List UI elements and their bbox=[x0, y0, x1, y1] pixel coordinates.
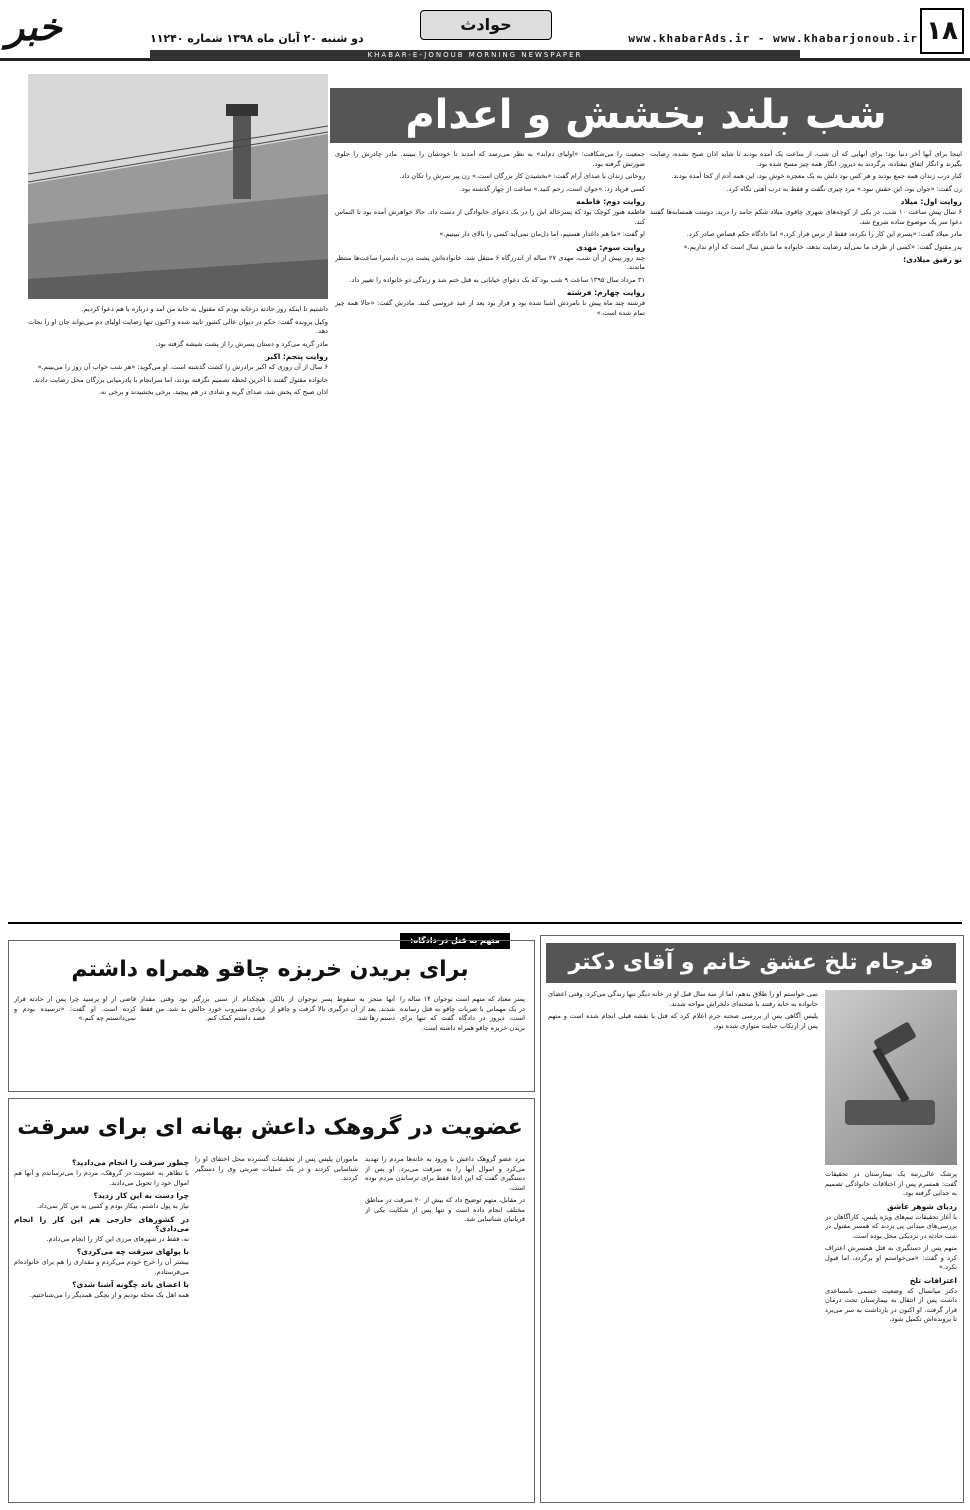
subheading: روایت پنجم: اکبر bbox=[265, 352, 328, 361]
paragraph: ۶ سال پیش ساعت ۱۰ شب، در یکی از کوچه‌های شهری چاقوی میلاد شکم حامد را درید. دوست همسایه‌ها گفتند دعوا سر یک موضوع ساده شروع شد. bbox=[650, 208, 962, 226]
section-divider bbox=[8, 922, 962, 924]
paragraph: کسی فریاد زد: «جوان است، رحم کنید.» ساعت از چهار گذشته بود. bbox=[459, 184, 645, 193]
paragraph: هیچکدام از سنی بزرگتر بود وقتی مقدار زیادی مشروب خورد حالش بد شد. من فقط قصد داشتم کمک کنم. bbox=[140, 995, 265, 1022]
paragraph: در مقابل، متهم توضیح داد که بیش از ۲۰ سرقت در مناطق مختلف انجام داده است و تنها پس از شکایت یکی از قربانیان شناسایی شد. bbox=[365, 1196, 525, 1223]
paragraph: جمعیت را می‌شکافت: «اولیای دم‌اند» به نظر می‌رسد که آمدند تا خودشان را ببینند. مادر چادرش را جلوی صورتش گرفته بود. bbox=[335, 150, 645, 168]
paragraph: مادر گریه می‌کرد و دستان پسرش را از پشت شیشه گرفته بود. bbox=[155, 339, 328, 348]
paragraph: فرشته چند ماه پیش با نامزدش آشنا شده بود و قرار بود بعد از عید عروسی کنند. مادرش گفت: «حالا همه چیز تمام شده است.» bbox=[335, 299, 645, 317]
paragraph: مرد عضو گروهک داعش با ورود به خانه‌ها مردم را تهدید می‌کرد و اموال آنها را به سرقت می‌برد. او پس از دستگیری گفت که این ادعا فقط برای ترساندن مردم بوده است. bbox=[365, 1155, 525, 1192]
dateline: دو شنبه ۲۰ آبان ماه ۱۳۹۸ شماره ۱۱۲۴۰ bbox=[150, 32, 364, 45]
subheading: روایت دوم: فاطمه bbox=[576, 197, 645, 206]
paragraph: آنها متجر به سقوط پسر نوجوان از بالکن شدند. بعد از آن درگیری بالا گرفت و چاقو از دستم رها شد. bbox=[270, 995, 395, 1022]
subheading: روایت سوم: مهدی bbox=[576, 242, 645, 252]
interview-answer: با تظاهر به عضویت در گروهک، مردم را می‌ترساندم و آنها هم اموال خود را تحویل می‌دادند. bbox=[14, 1169, 189, 1187]
interview-question: چرا دست به این کار زدید؟ bbox=[93, 1191, 189, 1200]
article3-kicker: متهم به قتل در دادگاه: bbox=[400, 933, 510, 949]
main-column-2 bbox=[335, 150, 645, 910]
paragraph: روحانی زندان با صدای آرام گفت: «بخشیدن کار بزرگان است.» زن پیر سرش را تکان داد. bbox=[399, 172, 645, 180]
interview-question: در کشورهای خارجی هم این کار را انجام می‌دادی؟ bbox=[14, 1214, 189, 1233]
article4-col3 bbox=[14, 1155, 189, 1495]
paragraph: دکتر میانسال که وضعیت جسمی نامساعدی داشت پس از انتقال به بیمارستان تحت درمان قرار گرفت. او اکنون در بازداشت به سر می‌برد تا پرونده‌اش تکمیل شود. bbox=[825, 1286, 957, 1323]
subheading: اعترافات تلخ bbox=[909, 1275, 957, 1285]
paragraph: اینجا برای آنها آخر دنیا بود؛ برای آنهایی که آن شب، از ساعت یک آمده بودند تا شاید اذان صبح نشده، رضایت بگیرند و انگار اتفاق نیفتاده، برگردند به دیروز. انگار همه چیز مسخ شده بود. bbox=[650, 150, 962, 168]
paragraph: خانواده مقتول گفتند تا آخرین لحظه تصمیم نگرفته بودند، اما سرانجام با پادرمیانی بزرگان محل رضایت دادند. bbox=[32, 375, 328, 384]
article4-col1 bbox=[365, 1155, 525, 1495]
prison-wall-image bbox=[28, 74, 328, 299]
paragraph: پدر مقتول گفت: «کسی از طرف ما نمی‌آید رضایت بدهد، خانواده ما شش سال است که آرام نداریم.» bbox=[683, 242, 962, 251]
main-column-1 bbox=[650, 150, 962, 490]
paragraph: زن گفت: «جوان بود، این حقش نبود.» مرد چیزی نگفت و فقط به درب آهنی نگاه کرد. bbox=[726, 184, 962, 193]
masthead-strip: KHABAR-E-JONOUB MORNING NEWSPAPER bbox=[150, 50, 800, 60]
page-number: ۱۸ bbox=[920, 8, 964, 54]
paragraph: اذان صبح که پخش شد، صدای گریه و شادی در هم پیچید. برخی بخشیدند و برخی نه. bbox=[98, 388, 328, 396]
section-label: حوادث bbox=[420, 10, 552, 40]
interview-answer: نیاز به پول داشتم. بیکار بودم و کسی به من کار نمی‌داد. bbox=[36, 1202, 189, 1210]
article4-headline: عضویت در گروهک داعش بهانه ای برای سرقت bbox=[17, 1115, 523, 1140]
subheading: نو رفیق میلادی؛ bbox=[903, 255, 962, 264]
subheading: روایت اول: میلاد bbox=[900, 197, 962, 206]
paragraph: کنار درب زندان همه جمع بودند و هر کس بود دلش به یک معجزه خوش بود. این همه آدم از کجا آمده بودند. bbox=[671, 172, 962, 180]
article4-col2 bbox=[195, 1155, 358, 1495]
paragraph: متهم پس از دستگیری به قتل همسرش اعتراف کرد و گفت: «می‌خواستم او برگردد، اما قبول نکرد.» bbox=[825, 1244, 957, 1271]
paragraph: ۶ سال از آن روزی که اکبر برادرش را کشت گذشته است. او می‌گوید: «هر شب خواب آن روز را می‌بینم.» bbox=[37, 363, 328, 371]
article2-headline: فرجام تلخ عشق خانم و آقای دکتر bbox=[546, 943, 956, 983]
article2-column-right bbox=[825, 1170, 957, 1495]
gavel-image bbox=[825, 990, 957, 1165]
paragraph: پلیس آگاهی پس از بررسی صحنه جرم اعلام کرد که قتل با نقشه قبلی انجام شده است و متهم پس از ارتکاب جنایت متواری شده بود. bbox=[548, 1012, 818, 1030]
paragraph: تمی خواستم او را طلاق بدهم، اما از سه سال قبل او در خانه دیگر تنها زندگی می‌کرد. وقتی اعضای خانواده به خانه رفتند با صحنه‌ای دلخراش مواجه شدند. bbox=[548, 990, 818, 1008]
gavel-icon bbox=[825, 990, 957, 1165]
prison-photo bbox=[28, 74, 328, 299]
site-url: www.khabarAds.ir - www.khabarjonoub.ir bbox=[628, 32, 918, 45]
interview-question: با پولهای سرقت چه می‌کردی؟ bbox=[76, 1247, 189, 1256]
interview-answer: همه اهل یک محله بودیم و از بچگی همدیگر را می‌شناختیم. bbox=[29, 1291, 189, 1299]
paragraph: قاضی از او پرسید چرا پس از حادثه فرار کرده است. او گفت: «ترسیده بودم و نمی‌دانستم چه کنم.» bbox=[14, 995, 136, 1022]
article2-column-left bbox=[548, 990, 818, 1495]
newspaper-logo: خبر bbox=[6, 4, 62, 49]
subheading: روایت چهارم: فرشته bbox=[566, 288, 645, 297]
article3-col3 bbox=[140, 995, 265, 1085]
paragraph: مادر میلاد گفت: «پسرم این کار را نکرده، فقط از ترس فرار کرد.» اما دادگاه حکم قصاص صادر کرد. bbox=[686, 230, 962, 238]
paragraph: داشتیم تا اینکه روز حادثه درخانه بودم که مقتول به خانه من آمد و درباره با هم دعوا کردیم. bbox=[81, 305, 328, 313]
paragraph: فاطمه هنوز کوچک بود که پسرخاله اش را در یک دعوای خانوادگی از دست داد. حالا خواهرش آمده بود تا التماس کند. bbox=[335, 208, 645, 226]
paragraph: چند روز پیش از آن شب، مهدی ۲۷ ساله از اندرزگاه ۶ منتقل شد. خانواده‌اش پشت درب دادسرا ساعت‌ها منتظر ماندند. bbox=[335, 253, 645, 271]
article3-col1 bbox=[400, 995, 525, 1085]
paragraph: پزشک عالی‌رتبه یک بیمارستان در تحقیقات گفت: همسرم پس از اختلافات خانوادگی تصمیم به جدایی گرفته بود. bbox=[825, 1170, 957, 1197]
subheading: ردپای شوهر عاشق bbox=[887, 1201, 957, 1211]
paragraph: ماموران پلیس پس از تحقیقات گسترده محل اختفای او را شناسایی کردند و در یک عملیات ضربتی وی را دستگیر کردند. bbox=[195, 1155, 358, 1182]
paragraph: پسر معتاد که متهم است نوجوان ۱۴ ساله را در یک مهمانی با ضربات چاقو به قتل رسانده است، دیروز در دادگاه گفت که تنها برای بریدن خربزه چاقو همراه داشته است. bbox=[400, 995, 525, 1032]
paragraph: با آغاز تحقیقات تیم‌های ویژه پلیس، کارآگاهان در بررسی‌های میدانی پی بردند که همسر مقتول در شب حادثه در نزدیکی محل بوده است. bbox=[825, 1212, 957, 1240]
article3-col4 bbox=[14, 995, 136, 1085]
interview-answer: بیشتر آن را خرج خودم می‌کردم و مقداری را هم برای خانواده‌ام می‌فرستادم. bbox=[14, 1258, 189, 1276]
main-headline: شب بلند بخشش و اعدام bbox=[330, 88, 962, 143]
interview-answer: نه، فقط در شهرهای مرزی این کار را انجام می‌دادم. bbox=[46, 1234, 189, 1243]
article3-col2 bbox=[270, 995, 395, 1085]
paragraph: وکیل پرونده گفت: حکم در دیوان عالی کشور تایید شده و اکنون تنها رضایت اولیای دم می‌تواند جان او را نجات دهد. bbox=[28, 317, 328, 335]
main-column-3 bbox=[28, 305, 328, 910]
paragraph: او گفت: «ما هم داغدار هستیم، اما دل‌مان نمی‌آید کسی را بالای دار ببینیم.» bbox=[439, 230, 645, 238]
interview-question: چطور سرقت را انجام می‌دادید؟ bbox=[71, 1158, 189, 1167]
paragraph: ۳۱ مرداد سال ۱۳۹۵ ساعت ۹ شب بود که یک دعوای خیابانی به قتل ختم شد و زندگی دو خانواده را تغییر داد. bbox=[349, 275, 645, 284]
article3-headline: برای بریدن خربزه چاقو همراه داشتم bbox=[71, 957, 469, 982]
interview-question: با اعضای باند چگونه آشنا شدی؟ bbox=[72, 1280, 189, 1289]
